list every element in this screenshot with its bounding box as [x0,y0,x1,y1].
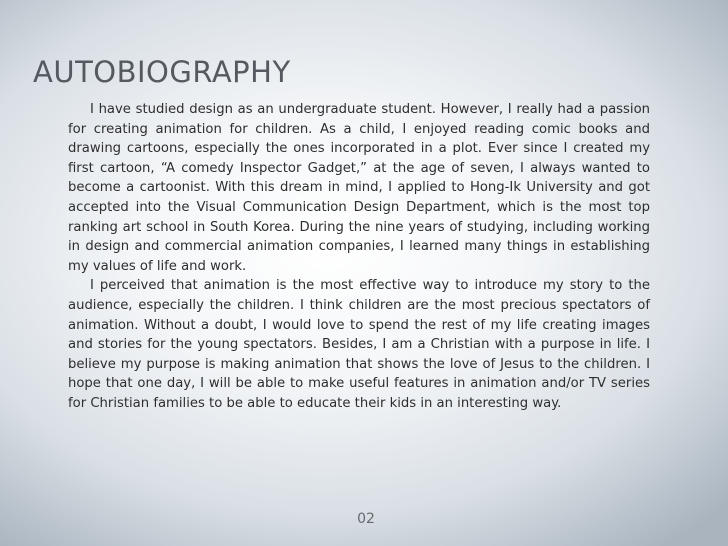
page-number: 02 [357,511,375,527]
body-text [68,100,650,414]
paragraph-2: I perceived that animation is the most effective way to introduce my story to the audience, especially the children. I think children are the most precious spectators of animation. Without a doubt, I would love to spend the rest of my life creating images and stories for the young spectators. Besides, I am a Christian with a purpose in life. I believe my purpose is making animation that shows the love of Jesus to the children. I hope that one day, I will be able to make useful features in animation and/or TV series for Christian families to be able to educate their kids in an interesting way. [68,278,650,411]
paragraph-1: I have studied design as an undergraduate student. However, I really had a passion for creating animation for children. As a child, I enjoyed reading comic books and drawing cartoons, especially the ones incorporated in a plot. Ever since I created my first cartoon, “A comedy Inspector Gadget,” at the age of seven, I always wanted to become a cartoonist. With this dream in mind, I applied to Hong-Ik University and got accepted into the Visual Communication Design Department, which is the most top ranking art school in South Korea. During the nine years of studying, including working in design and commercial animation companies, I learned many things in establishing my values of life and work. [68,102,650,274]
slide-title: AUTOBIOGRAPHY [33,55,291,89]
